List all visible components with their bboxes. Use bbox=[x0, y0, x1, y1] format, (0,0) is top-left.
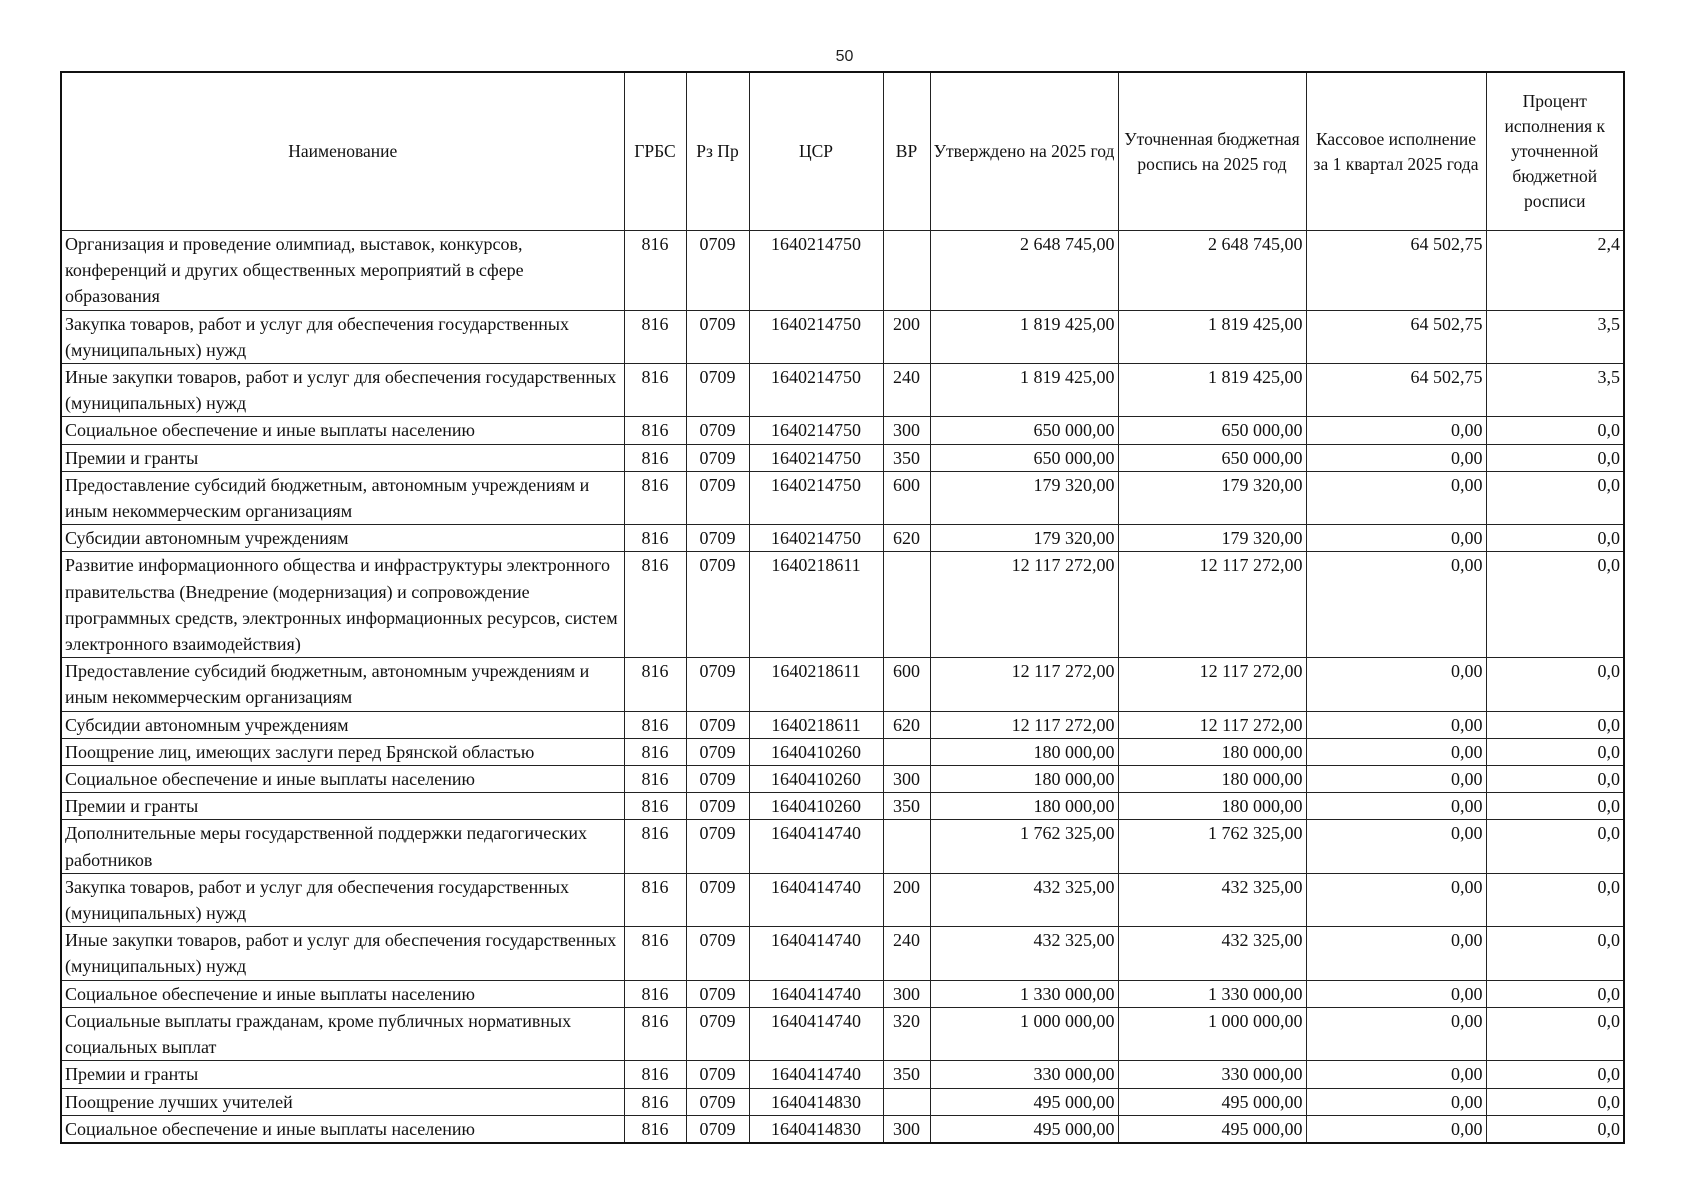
cell-refined: 180 000,00 bbox=[1118, 738, 1306, 765]
table-row bbox=[61, 793, 1624, 820]
cell-vr: 350 bbox=[883, 793, 930, 820]
header-rzpr: Рз Пр bbox=[686, 72, 749, 231]
cell-name: Премии и гранты bbox=[61, 444, 624, 471]
cell-vr: 200 bbox=[883, 310, 930, 363]
cell-percent: 0,0 bbox=[1486, 766, 1624, 793]
cell-name: Субсидии автономным учреждениям bbox=[61, 525, 624, 552]
cell-grbs: 816 bbox=[624, 1088, 686, 1115]
cell-rzpr: 0709 bbox=[686, 980, 749, 1007]
table-row bbox=[61, 738, 1624, 765]
header-percent: Процент исполнения к уточненной бюджетной росписи bbox=[1486, 72, 1624, 231]
cell-percent: 0,0 bbox=[1486, 417, 1624, 444]
cell-rzpr: 0709 bbox=[686, 231, 749, 311]
cell-cash: 0,00 bbox=[1306, 471, 1486, 524]
cell-approved: 1 000 000,00 bbox=[930, 1007, 1118, 1060]
cell-percent: 0,0 bbox=[1486, 1115, 1624, 1143]
cell-vr bbox=[883, 231, 930, 311]
cell-refined: 179 320,00 bbox=[1118, 471, 1306, 524]
cell-grbs: 816 bbox=[624, 980, 686, 1007]
cell-percent: 0,0 bbox=[1486, 444, 1624, 471]
cell-percent: 0,0 bbox=[1486, 1007, 1624, 1060]
cell-refined: 495 000,00 bbox=[1118, 1115, 1306, 1143]
cell-refined: 432 325,00 bbox=[1118, 873, 1306, 926]
cell-percent: 0,0 bbox=[1486, 471, 1624, 524]
cell-refined: 12 117 272,00 bbox=[1118, 552, 1306, 658]
cell-refined: 330 000,00 bbox=[1118, 1061, 1306, 1088]
cell-vr: 300 bbox=[883, 1115, 930, 1143]
cell-approved: 1 819 425,00 bbox=[930, 364, 1118, 417]
cell-name: Премии и гранты bbox=[61, 793, 624, 820]
cell-name: Социальное обеспечение и иные выплаты населению bbox=[61, 1115, 624, 1143]
cell-grbs: 816 bbox=[624, 552, 686, 658]
cell-csr: 1640218611 bbox=[749, 658, 883, 711]
cell-refined: 12 117 272,00 bbox=[1118, 711, 1306, 738]
cell-approved: 1 819 425,00 bbox=[930, 310, 1118, 363]
cell-rzpr: 0709 bbox=[686, 873, 749, 926]
cell-csr: 1640214750 bbox=[749, 417, 883, 444]
cell-grbs: 816 bbox=[624, 738, 686, 765]
cell-csr: 1640214750 bbox=[749, 364, 883, 417]
table-row bbox=[61, 873, 1624, 926]
cell-csr: 1640414740 bbox=[749, 873, 883, 926]
cell-name: Предоставление субсидий бюджетным, автономным учреждениям и иным некоммерческим организациям bbox=[61, 471, 624, 524]
cell-approved: 432 325,00 bbox=[930, 927, 1118, 980]
cell-percent: 0,0 bbox=[1486, 525, 1624, 552]
cell-csr: 1640410260 bbox=[749, 766, 883, 793]
table-row bbox=[61, 658, 1624, 711]
cell-grbs: 816 bbox=[624, 310, 686, 363]
table-row bbox=[61, 820, 1624, 873]
cell-approved: 12 117 272,00 bbox=[930, 552, 1118, 658]
cell-name: Дополнительные меры государственной поддержки педагогических работников bbox=[61, 820, 624, 873]
cell-vr: 620 bbox=[883, 525, 930, 552]
cell-rzpr: 0709 bbox=[686, 927, 749, 980]
cell-csr: 1640414740 bbox=[749, 1007, 883, 1060]
cell-percent: 0,0 bbox=[1486, 552, 1624, 658]
cell-grbs: 816 bbox=[624, 793, 686, 820]
cell-csr: 1640214750 bbox=[749, 310, 883, 363]
cell-cash: 0,00 bbox=[1306, 738, 1486, 765]
cell-cash: 0,00 bbox=[1306, 444, 1486, 471]
cell-name: Поощрение лиц, имеющих заслуги перед Брянской областью bbox=[61, 738, 624, 765]
cell-vr: 600 bbox=[883, 658, 930, 711]
cell-approved: 179 320,00 bbox=[930, 471, 1118, 524]
cell-approved: 2 648 745,00 bbox=[930, 231, 1118, 311]
cell-cash: 0,00 bbox=[1306, 766, 1486, 793]
cell-vr: 300 bbox=[883, 766, 930, 793]
cell-vr: 350 bbox=[883, 1061, 930, 1088]
cell-grbs: 816 bbox=[624, 525, 686, 552]
cell-cash: 0,00 bbox=[1306, 1007, 1486, 1060]
cell-rzpr: 0709 bbox=[686, 658, 749, 711]
cell-name: Поощрение лучших учителей bbox=[61, 1088, 624, 1115]
header-name: Наименование bbox=[61, 72, 624, 231]
cell-name: Социальное обеспечение и иные выплаты населению bbox=[61, 766, 624, 793]
cell-vr: 320 bbox=[883, 1007, 930, 1060]
cell-vr: 350 bbox=[883, 444, 930, 471]
table-header-row bbox=[61, 72, 1624, 231]
cell-refined: 650 000,00 bbox=[1118, 417, 1306, 444]
table-row bbox=[61, 552, 1624, 658]
cell-grbs: 816 bbox=[624, 711, 686, 738]
cell-csr: 1640414830 bbox=[749, 1115, 883, 1143]
cell-cash: 0,00 bbox=[1306, 1115, 1486, 1143]
cell-cash: 64 502,75 bbox=[1306, 364, 1486, 417]
cell-cash: 64 502,75 bbox=[1306, 231, 1486, 311]
table-row bbox=[61, 711, 1624, 738]
cell-percent: 0,0 bbox=[1486, 738, 1624, 765]
table-row bbox=[61, 1061, 1624, 1088]
cell-percent: 0,0 bbox=[1486, 658, 1624, 711]
cell-refined: 180 000,00 bbox=[1118, 766, 1306, 793]
cell-grbs: 816 bbox=[624, 471, 686, 524]
cell-refined: 1 819 425,00 bbox=[1118, 310, 1306, 363]
cell-grbs: 816 bbox=[624, 658, 686, 711]
cell-cash: 0,00 bbox=[1306, 417, 1486, 444]
table-row bbox=[61, 1115, 1624, 1143]
cell-approved: 180 000,00 bbox=[930, 738, 1118, 765]
cell-name: Социальное обеспечение и иные выплаты населению bbox=[61, 417, 624, 444]
table-row bbox=[61, 766, 1624, 793]
cell-rzpr: 0709 bbox=[686, 552, 749, 658]
header-vr: ВР bbox=[883, 72, 930, 231]
cell-approved: 432 325,00 bbox=[930, 873, 1118, 926]
cell-grbs: 816 bbox=[624, 873, 686, 926]
header-cash: Кассовое исполнение за 1 квартал 2025 года bbox=[1306, 72, 1486, 231]
cell-name: Развитие информационного общества и инфраструктуры электронного правительства (Внедрение (модернизация) и сопровождение программных средств, электронных информационных ресурсов, систем электронного взаимодействия) bbox=[61, 552, 624, 658]
cell-name: Организация и проведение олимпиад, выставок, конкурсов, конференций и других общественных мероприятий в сфере образования bbox=[61, 231, 624, 311]
cell-vr: 200 bbox=[883, 873, 930, 926]
cell-csr: 1640410260 bbox=[749, 793, 883, 820]
cell-name: Закупка товаров, работ и услуг для обеспечения государственных (муниципальных) нужд bbox=[61, 873, 624, 926]
cell-refined: 12 117 272,00 bbox=[1118, 658, 1306, 711]
cell-grbs: 816 bbox=[624, 1007, 686, 1060]
cell-percent: 0,0 bbox=[1486, 1061, 1624, 1088]
cell-csr: 1640218611 bbox=[749, 711, 883, 738]
cell-cash: 0,00 bbox=[1306, 1061, 1486, 1088]
table-row bbox=[61, 1088, 1624, 1115]
header-grbs: ГРБС bbox=[624, 72, 686, 231]
cell-vr: 300 bbox=[883, 980, 930, 1007]
cell-approved: 12 117 272,00 bbox=[930, 711, 1118, 738]
cell-approved: 330 000,00 bbox=[930, 1061, 1118, 1088]
cell-rzpr: 0709 bbox=[686, 1115, 749, 1143]
cell-rzpr: 0709 bbox=[686, 471, 749, 524]
cell-csr: 1640414740 bbox=[749, 927, 883, 980]
cell-csr: 1640214750 bbox=[749, 231, 883, 311]
cell-rzpr: 0709 bbox=[686, 1007, 749, 1060]
header-refined: Уточненная бюджетная роспись на 2025 год bbox=[1118, 72, 1306, 231]
cell-approved: 650 000,00 bbox=[930, 444, 1118, 471]
cell-grbs: 816 bbox=[624, 231, 686, 311]
cell-name: Иные закупки товаров, работ и услуг для обеспечения государственных (муниципальных) нужд bbox=[61, 927, 624, 980]
cell-csr: 1640414740 bbox=[749, 820, 883, 873]
cell-approved: 180 000,00 bbox=[930, 793, 1118, 820]
cell-csr: 1640410260 bbox=[749, 738, 883, 765]
cell-rzpr: 0709 bbox=[686, 364, 749, 417]
table-row bbox=[61, 525, 1624, 552]
cell-name: Иные закупки товаров, работ и услуг для обеспечения государственных (муниципальных) нужд bbox=[61, 364, 624, 417]
cell-cash: 0,00 bbox=[1306, 711, 1486, 738]
cell-name: Предоставление субсидий бюджетным, автономным учреждениям и иным некоммерческим организациям bbox=[61, 658, 624, 711]
budget-execution-table bbox=[60, 71, 1625, 1144]
cell-rzpr: 0709 bbox=[686, 766, 749, 793]
cell-refined: 2 648 745,00 bbox=[1118, 231, 1306, 311]
cell-rzpr: 0709 bbox=[686, 738, 749, 765]
cell-percent: 0,0 bbox=[1486, 820, 1624, 873]
cell-vr: 620 bbox=[883, 711, 930, 738]
cell-percent: 0,0 bbox=[1486, 980, 1624, 1007]
cell-refined: 180 000,00 bbox=[1118, 793, 1306, 820]
cell-approved: 495 000,00 bbox=[930, 1088, 1118, 1115]
cell-percent: 0,0 bbox=[1486, 793, 1624, 820]
table-row bbox=[61, 980, 1624, 1007]
cell-csr: 1640414740 bbox=[749, 980, 883, 1007]
cell-approved: 179 320,00 bbox=[930, 525, 1118, 552]
cell-csr: 1640414740 bbox=[749, 1061, 883, 1088]
cell-refined: 179 320,00 bbox=[1118, 525, 1306, 552]
cell-grbs: 816 bbox=[624, 417, 686, 444]
cell-cash: 0,00 bbox=[1306, 658, 1486, 711]
cell-csr: 1640218611 bbox=[749, 552, 883, 658]
table-row bbox=[61, 310, 1624, 363]
cell-approved: 495 000,00 bbox=[930, 1115, 1118, 1143]
cell-cash: 0,00 bbox=[1306, 927, 1486, 980]
cell-grbs: 816 bbox=[624, 1115, 686, 1143]
header-csr: ЦСР bbox=[749, 72, 883, 231]
cell-grbs: 816 bbox=[624, 444, 686, 471]
cell-approved: 180 000,00 bbox=[930, 766, 1118, 793]
cell-cash: 0,00 bbox=[1306, 873, 1486, 926]
cell-cash: 0,00 bbox=[1306, 552, 1486, 658]
table-row bbox=[61, 444, 1624, 471]
cell-refined: 1 819 425,00 bbox=[1118, 364, 1306, 417]
cell-percent: 3,5 bbox=[1486, 310, 1624, 363]
page-number: 50 bbox=[835, 48, 854, 65]
cell-percent: 0,0 bbox=[1486, 927, 1624, 980]
table-row bbox=[61, 231, 1624, 311]
cell-grbs: 816 bbox=[624, 927, 686, 980]
cell-name: Социальное обеспечение и иные выплаты населению bbox=[61, 980, 624, 1007]
cell-csr: 1640414830 bbox=[749, 1088, 883, 1115]
cell-refined: 432 325,00 bbox=[1118, 927, 1306, 980]
table-row bbox=[61, 417, 1624, 444]
cell-grbs: 816 bbox=[624, 364, 686, 417]
table-row bbox=[61, 1007, 1624, 1060]
table-body bbox=[61, 231, 1624, 1143]
cell-grbs: 816 bbox=[624, 1061, 686, 1088]
cell-vr: 300 bbox=[883, 417, 930, 444]
cell-grbs: 816 bbox=[624, 766, 686, 793]
cell-rzpr: 0709 bbox=[686, 417, 749, 444]
cell-vr: 240 bbox=[883, 927, 930, 980]
table-row bbox=[61, 927, 1624, 980]
cell-vr bbox=[883, 1088, 930, 1115]
cell-percent: 0,0 bbox=[1486, 873, 1624, 926]
cell-grbs: 816 bbox=[624, 820, 686, 873]
cell-approved: 1 762 325,00 bbox=[930, 820, 1118, 873]
cell-percent: 0,0 bbox=[1486, 1088, 1624, 1115]
cell-refined: 650 000,00 bbox=[1118, 444, 1306, 471]
table-row bbox=[61, 471, 1624, 524]
cell-csr: 1640214750 bbox=[749, 525, 883, 552]
cell-cash: 0,00 bbox=[1306, 525, 1486, 552]
cell-percent: 2,4 bbox=[1486, 231, 1624, 311]
cell-name: Субсидии автономным учреждениям bbox=[61, 711, 624, 738]
cell-rzpr: 0709 bbox=[686, 711, 749, 738]
cell-approved: 650 000,00 bbox=[930, 417, 1118, 444]
cell-rzpr: 0709 bbox=[686, 1061, 749, 1088]
cell-vr bbox=[883, 552, 930, 658]
cell-cash: 0,00 bbox=[1306, 980, 1486, 1007]
cell-vr bbox=[883, 820, 930, 873]
cell-approved: 1 330 000,00 bbox=[930, 980, 1118, 1007]
cell-name: Социальные выплаты гражданам, кроме публичных нормативных социальных выплат bbox=[61, 1007, 624, 1060]
cell-cash: 64 502,75 bbox=[1306, 310, 1486, 363]
cell-refined: 495 000,00 bbox=[1118, 1088, 1306, 1115]
cell-vr bbox=[883, 738, 930, 765]
cell-csr: 1640214750 bbox=[749, 471, 883, 524]
cell-cash: 0,00 bbox=[1306, 793, 1486, 820]
cell-vr: 600 bbox=[883, 471, 930, 524]
cell-rzpr: 0709 bbox=[686, 310, 749, 363]
cell-vr: 240 bbox=[883, 364, 930, 417]
cell-refined: 1 330 000,00 bbox=[1118, 980, 1306, 1007]
cell-rzpr: 0709 bbox=[686, 444, 749, 471]
cell-percent: 0,0 bbox=[1486, 711, 1624, 738]
cell-refined: 1 762 325,00 bbox=[1118, 820, 1306, 873]
header-approved: Утверждено на 2025 год bbox=[930, 72, 1118, 231]
cell-cash: 0,00 bbox=[1306, 1088, 1486, 1115]
cell-name: Премии и гранты bbox=[61, 1061, 624, 1088]
table-row bbox=[61, 364, 1624, 417]
cell-rzpr: 0709 bbox=[686, 793, 749, 820]
cell-percent: 3,5 bbox=[1486, 364, 1624, 417]
cell-name: Закупка товаров, работ и услуг для обеспечения государственных (муниципальных) нужд bbox=[61, 310, 624, 363]
cell-rzpr: 0709 bbox=[686, 525, 749, 552]
cell-csr: 1640214750 bbox=[749, 444, 883, 471]
cell-approved: 12 117 272,00 bbox=[930, 658, 1118, 711]
cell-cash: 0,00 bbox=[1306, 820, 1486, 873]
cell-rzpr: 0709 bbox=[686, 1088, 749, 1115]
cell-rzpr: 0709 bbox=[686, 820, 749, 873]
cell-refined: 1 000 000,00 bbox=[1118, 1007, 1306, 1060]
